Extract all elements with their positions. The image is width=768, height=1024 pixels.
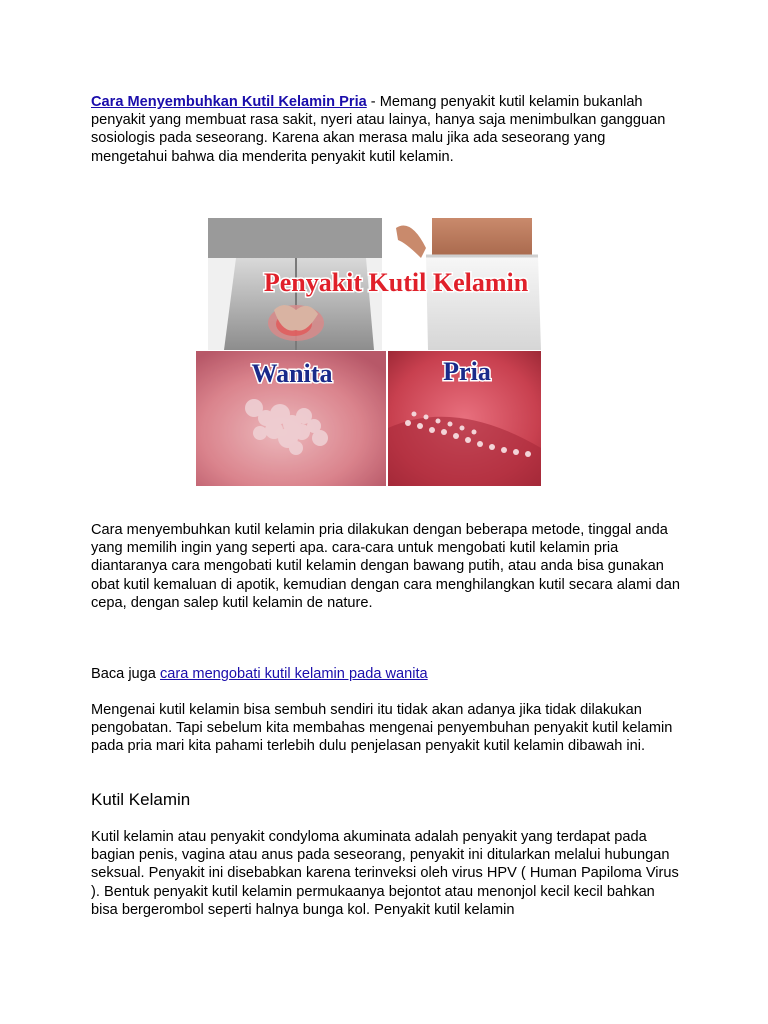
article-image — [196, 218, 572, 486]
intro-paragraph — [91, 93, 681, 166]
body-paragraph-2: Cara menyembuhkan kutil kelamin pria dilakukan dengan beberapa metode, tinggal anda yang memilih ingin yang seperti apa. cara-cara untuk mengobati kutil kelamin pria diantaranya cara mengobati kutil kelamin dengan bawang putih, atau anda bisa gunakan obat kutil kemaluan di apotik, kemudian dengan cara menghilangkan kutil secara alami dan cepa, dengan salep kutil kelamin de nature. — [91, 522, 680, 611]
intro-title-link[interactable]: Cara Menyembuhkan Kutil Kelamin Pria — [91, 94, 367, 110]
section-heading: Kutil Kelamin — [91, 790, 191, 809]
body-paragraph-3: Mengenai kutil kelamin bisa sembuh sendiri itu tidak akan adanya jika tidak dilakukan pengobatan. Tapi sebelum kita membahas mengenai penyembuhan penyakit kutil kelamin pada pria mari kita pahami terlebih dulu penjelasan penyakit kutil kelamin dibawah ini. — [91, 702, 673, 755]
body-paragraph-4: Kutil kelamin atau penyakit condyloma akuminata adalah penyakit yang terdapat pada bagian penis, vagina atau anus pada seseorang, penyakit ini ditularkan melalui hubungan seksual. Penyakit ini disebabkan karena terinveksi oleh virus HPV ( Human Papiloma Virus ). Bentuk penyakit kutil kelamin permukaanya bejontot atau menonjol kecil kecil bahkan bisa bergerombol seperti halnya bunga kol. Penyakit kutil kelamin — [91, 829, 679, 918]
read-also-prefix: Baca juga — [91, 666, 160, 682]
label-pria: Pria — [443, 357, 491, 386]
intro-text: - Memang penyakit kutil kelamin bukanlah penyakit yang membuat rasa sakit, nyeri atau lainya, hanya saja menimbulkan gangguan sosiologis pada seseorang. Karena akan merasa malu jika ada seseorang yang mengetahui bahwa dia menderita penyakit kutil kelamin. — [91, 94, 666, 165]
banner-text: Penyakit Kutil Kelamin — [263, 268, 529, 297]
read-also-line — [91, 665, 681, 683]
read-also-link[interactable]: cara mengobati kutil kelamin pada wanita — [159, 666, 428, 682]
label-wanita: Wanita — [251, 359, 333, 388]
